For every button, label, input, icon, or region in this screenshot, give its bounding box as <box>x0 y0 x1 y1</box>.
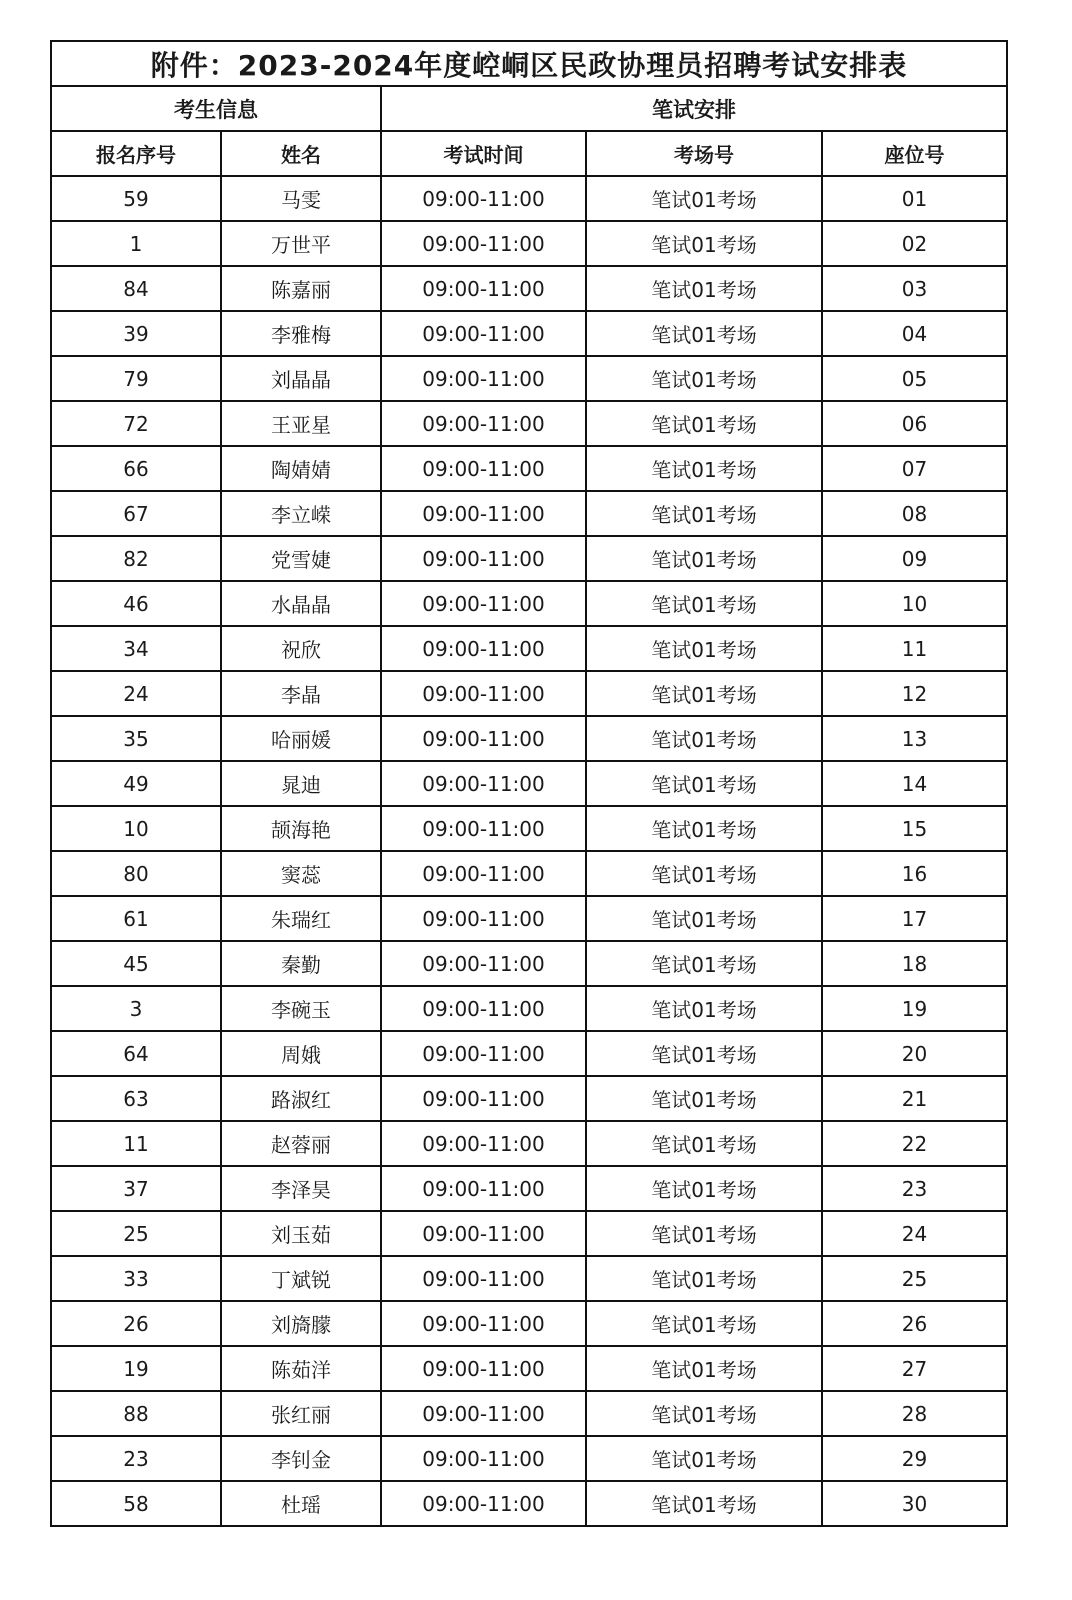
cell-exam-time: 09:00-11:00 <box>381 1436 586 1481</box>
cell-exam-time: 09:00-11:00 <box>381 1391 586 1436</box>
cell-exam-time: 09:00-11:00 <box>381 311 586 356</box>
table-title: 附件：2023-2024年度崆峒区民政协理员招聘考试安排表 <box>51 41 1007 86</box>
cell-name: 李立嵘 <box>221 491 381 536</box>
table-row <box>51 266 1007 311</box>
cell-seat-number: 06 <box>822 401 1007 446</box>
cell-exam-room: 笔试01考场 <box>586 221 822 266</box>
group-header-row <box>51 86 1007 131</box>
exam-schedule-table <box>50 40 1008 1527</box>
cell-exam-room: 笔试01考场 <box>586 491 822 536</box>
table-row <box>51 1256 1007 1301</box>
cell-exam-time: 09:00-11:00 <box>381 401 586 446</box>
table-row <box>51 716 1007 761</box>
cell-exam-room: 笔试01考场 <box>586 986 822 1031</box>
table-row <box>51 311 1007 356</box>
cell-exam-time: 09:00-11:00 <box>381 1346 586 1391</box>
cell-name: 水晶晶 <box>221 581 381 626</box>
cell-exam-room: 笔试01考场 <box>586 1481 822 1526</box>
cell-exam-room: 笔试01考场 <box>586 851 822 896</box>
cell-name: 李碗玉 <box>221 986 381 1031</box>
table-row <box>51 1391 1007 1436</box>
table-row <box>51 671 1007 716</box>
cell-name: 哈丽媛 <box>221 716 381 761</box>
cell-reg-number: 19 <box>51 1346 221 1391</box>
cell-seat-number: 22 <box>822 1121 1007 1166</box>
cell-seat-number: 03 <box>822 266 1007 311</box>
cell-seat-number: 26 <box>822 1301 1007 1346</box>
cell-name: 李钊金 <box>221 1436 381 1481</box>
table-row <box>51 176 1007 221</box>
table-row <box>51 1121 1007 1166</box>
cell-exam-time: 09:00-11:00 <box>381 1211 586 1256</box>
cell-name: 党雪婕 <box>221 536 381 581</box>
cell-name: 刘晶晶 <box>221 356 381 401</box>
table-row <box>51 851 1007 896</box>
table-row <box>51 896 1007 941</box>
cell-name: 陈茹洋 <box>221 1346 381 1391</box>
cell-name: 陶婧婧 <box>221 446 381 491</box>
cell-reg-number: 1 <box>51 221 221 266</box>
table-row <box>51 581 1007 626</box>
cell-exam-time: 09:00-11:00 <box>381 581 586 626</box>
cell-exam-room: 笔试01考场 <box>586 1166 822 1211</box>
cell-exam-room: 笔试01考场 <box>586 716 822 761</box>
cell-name: 陈嘉丽 <box>221 266 381 311</box>
table-row <box>51 1481 1007 1526</box>
column-header-row <box>51 131 1007 176</box>
cell-seat-number: 14 <box>822 761 1007 806</box>
cell-reg-number: 3 <box>51 986 221 1031</box>
cell-name: 晁迪 <box>221 761 381 806</box>
cell-name: 周娥 <box>221 1031 381 1076</box>
cell-seat-number: 16 <box>822 851 1007 896</box>
table-body <box>51 176 1007 1526</box>
cell-seat-number: 28 <box>822 1391 1007 1436</box>
cell-reg-number: 84 <box>51 266 221 311</box>
cell-seat-number: 12 <box>822 671 1007 716</box>
cell-name: 丁斌锐 <box>221 1256 381 1301</box>
cell-name: 王亚星 <box>221 401 381 446</box>
cell-reg-number: 34 <box>51 626 221 671</box>
cell-seat-number: 08 <box>822 491 1007 536</box>
cell-seat-number: 04 <box>822 311 1007 356</box>
cell-exam-room: 笔试01考场 <box>586 446 822 491</box>
group-header-candidate-info: 考生信息 <box>51 86 381 131</box>
cell-name: 窦蕊 <box>221 851 381 896</box>
cell-name: 李雅梅 <box>221 311 381 356</box>
cell-exam-room: 笔试01考场 <box>586 401 822 446</box>
cell-seat-number: 23 <box>822 1166 1007 1211</box>
table-row <box>51 1211 1007 1256</box>
cell-seat-number: 10 <box>822 581 1007 626</box>
table-row <box>51 1436 1007 1481</box>
cell-name: 路淑红 <box>221 1076 381 1121</box>
table-row <box>51 401 1007 446</box>
table-row <box>51 536 1007 581</box>
cell-exam-room: 笔试01考场 <box>586 896 822 941</box>
cell-exam-time: 09:00-11:00 <box>381 221 586 266</box>
cell-reg-number: 49 <box>51 761 221 806</box>
table-row <box>51 626 1007 671</box>
cell-reg-number: 25 <box>51 1211 221 1256</box>
cell-exam-time: 09:00-11:00 <box>381 626 586 671</box>
cell-exam-time: 09:00-11:00 <box>381 1121 586 1166</box>
cell-exam-time: 09:00-11:00 <box>381 446 586 491</box>
cell-name: 朱瑞红 <box>221 896 381 941</box>
cell-reg-number: 33 <box>51 1256 221 1301</box>
table-row <box>51 1301 1007 1346</box>
cell-seat-number: 29 <box>822 1436 1007 1481</box>
cell-reg-number: 24 <box>51 671 221 716</box>
cell-exam-time: 09:00-11:00 <box>381 1301 586 1346</box>
column-header-reg-number: 报名序号 <box>51 131 221 176</box>
table-row <box>51 1076 1007 1121</box>
cell-exam-time: 09:00-11:00 <box>381 266 586 311</box>
cell-exam-time: 09:00-11:00 <box>381 896 586 941</box>
cell-seat-number: 11 <box>822 626 1007 671</box>
cell-name: 刘玉茹 <box>221 1211 381 1256</box>
cell-reg-number: 88 <box>51 1391 221 1436</box>
cell-exam-room: 笔试01考场 <box>586 671 822 716</box>
table-row <box>51 221 1007 266</box>
cell-exam-time: 09:00-11:00 <box>381 671 586 716</box>
cell-reg-number: 39 <box>51 311 221 356</box>
table-row <box>51 446 1007 491</box>
cell-exam-room: 笔试01考场 <box>586 1211 822 1256</box>
cell-exam-room: 笔试01考场 <box>586 1121 822 1166</box>
cell-exam-room: 笔试01考场 <box>586 1346 822 1391</box>
cell-reg-number: 11 <box>51 1121 221 1166</box>
column-header-seat-number: 座位号 <box>822 131 1007 176</box>
cell-exam-room: 笔试01考场 <box>586 266 822 311</box>
table-row <box>51 806 1007 851</box>
cell-name: 李晶 <box>221 671 381 716</box>
table-row <box>51 1166 1007 1211</box>
cell-seat-number: 19 <box>822 986 1007 1031</box>
table-row <box>51 491 1007 536</box>
cell-name: 张红丽 <box>221 1391 381 1436</box>
cell-reg-number: 66 <box>51 446 221 491</box>
cell-exam-time: 09:00-11:00 <box>381 806 586 851</box>
cell-seat-number: 18 <box>822 941 1007 986</box>
cell-seat-number: 24 <box>822 1211 1007 1256</box>
cell-reg-number: 10 <box>51 806 221 851</box>
cell-exam-room: 笔试01考场 <box>586 806 822 851</box>
cell-name: 李泽昊 <box>221 1166 381 1211</box>
cell-exam-room: 笔试01考场 <box>586 1391 822 1436</box>
cell-seat-number: 25 <box>822 1256 1007 1301</box>
cell-name: 杜瑶 <box>221 1481 381 1526</box>
table-row <box>51 1031 1007 1076</box>
cell-exam-time: 09:00-11:00 <box>381 176 586 221</box>
cell-reg-number: 59 <box>51 176 221 221</box>
cell-exam-time: 09:00-11:00 <box>381 761 586 806</box>
column-header-exam-room: 考场号 <box>586 131 822 176</box>
cell-exam-room: 笔试01考场 <box>586 1076 822 1121</box>
cell-reg-number: 35 <box>51 716 221 761</box>
cell-exam-room: 笔试01考场 <box>586 356 822 401</box>
cell-exam-time: 09:00-11:00 <box>381 1031 586 1076</box>
cell-reg-number: 67 <box>51 491 221 536</box>
cell-exam-room: 笔试01考场 <box>586 581 822 626</box>
cell-reg-number: 79 <box>51 356 221 401</box>
cell-reg-number: 63 <box>51 1076 221 1121</box>
cell-exam-time: 09:00-11:00 <box>381 1481 586 1526</box>
cell-reg-number: 23 <box>51 1436 221 1481</box>
cell-reg-number: 58 <box>51 1481 221 1526</box>
cell-reg-number: 37 <box>51 1166 221 1211</box>
cell-seat-number: 27 <box>822 1346 1007 1391</box>
cell-exam-room: 笔试01考场 <box>586 1031 822 1076</box>
cell-exam-time: 09:00-11:00 <box>381 941 586 986</box>
group-header-exam-arrangement: 笔试安排 <box>381 86 1007 131</box>
cell-reg-number: 72 <box>51 401 221 446</box>
cell-exam-time: 09:00-11:00 <box>381 851 586 896</box>
cell-seat-number: 02 <box>822 221 1007 266</box>
cell-seat-number: 30 <box>822 1481 1007 1526</box>
cell-name: 颉海艳 <box>221 806 381 851</box>
cell-exam-room: 笔试01考场 <box>586 311 822 356</box>
cell-seat-number: 13 <box>822 716 1007 761</box>
cell-seat-number: 20 <box>822 1031 1007 1076</box>
cell-reg-number: 61 <box>51 896 221 941</box>
cell-exam-room: 笔试01考场 <box>586 626 822 671</box>
cell-name: 马雯 <box>221 176 381 221</box>
cell-exam-time: 09:00-11:00 <box>381 356 586 401</box>
cell-reg-number: 45 <box>51 941 221 986</box>
cell-name: 祝欣 <box>221 626 381 671</box>
cell-exam-time: 09:00-11:00 <box>381 1256 586 1301</box>
cell-exam-time: 09:00-11:00 <box>381 536 586 581</box>
column-header-name: 姓名 <box>221 131 381 176</box>
cell-name: 秦勤 <box>221 941 381 986</box>
cell-seat-number: 21 <box>822 1076 1007 1121</box>
cell-exam-time: 09:00-11:00 <box>381 491 586 536</box>
cell-seat-number: 17 <box>822 896 1007 941</box>
cell-reg-number: 26 <box>51 1301 221 1346</box>
title-row <box>51 41 1007 86</box>
cell-exam-time: 09:00-11:00 <box>381 716 586 761</box>
table-row <box>51 986 1007 1031</box>
cell-exam-room: 笔试01考场 <box>586 536 822 581</box>
cell-name: 万世平 <box>221 221 381 266</box>
table-row <box>51 761 1007 806</box>
table-row <box>51 1346 1007 1391</box>
cell-exam-time: 09:00-11:00 <box>381 1166 586 1211</box>
cell-reg-number: 46 <box>51 581 221 626</box>
cell-seat-number: 09 <box>822 536 1007 581</box>
cell-exam-time: 09:00-11:00 <box>381 986 586 1031</box>
cell-name: 赵蓉丽 <box>221 1121 381 1166</box>
cell-seat-number: 07 <box>822 446 1007 491</box>
cell-reg-number: 64 <box>51 1031 221 1076</box>
cell-exam-room: 笔试01考场 <box>586 941 822 986</box>
cell-seat-number: 01 <box>822 176 1007 221</box>
cell-exam-room: 笔试01考场 <box>586 1436 822 1481</box>
cell-exam-room: 笔试01考场 <box>586 1256 822 1301</box>
cell-exam-room: 笔试01考场 <box>586 1301 822 1346</box>
cell-exam-room: 笔试01考场 <box>586 176 822 221</box>
cell-seat-number: 05 <box>822 356 1007 401</box>
cell-exam-room: 笔试01考场 <box>586 761 822 806</box>
cell-exam-time: 09:00-11:00 <box>381 1076 586 1121</box>
table-row <box>51 356 1007 401</box>
cell-name: 刘旖朦 <box>221 1301 381 1346</box>
cell-reg-number: 80 <box>51 851 221 896</box>
cell-reg-number: 82 <box>51 536 221 581</box>
table-row <box>51 941 1007 986</box>
cell-seat-number: 15 <box>822 806 1007 851</box>
column-header-exam-time: 考试时间 <box>381 131 586 176</box>
